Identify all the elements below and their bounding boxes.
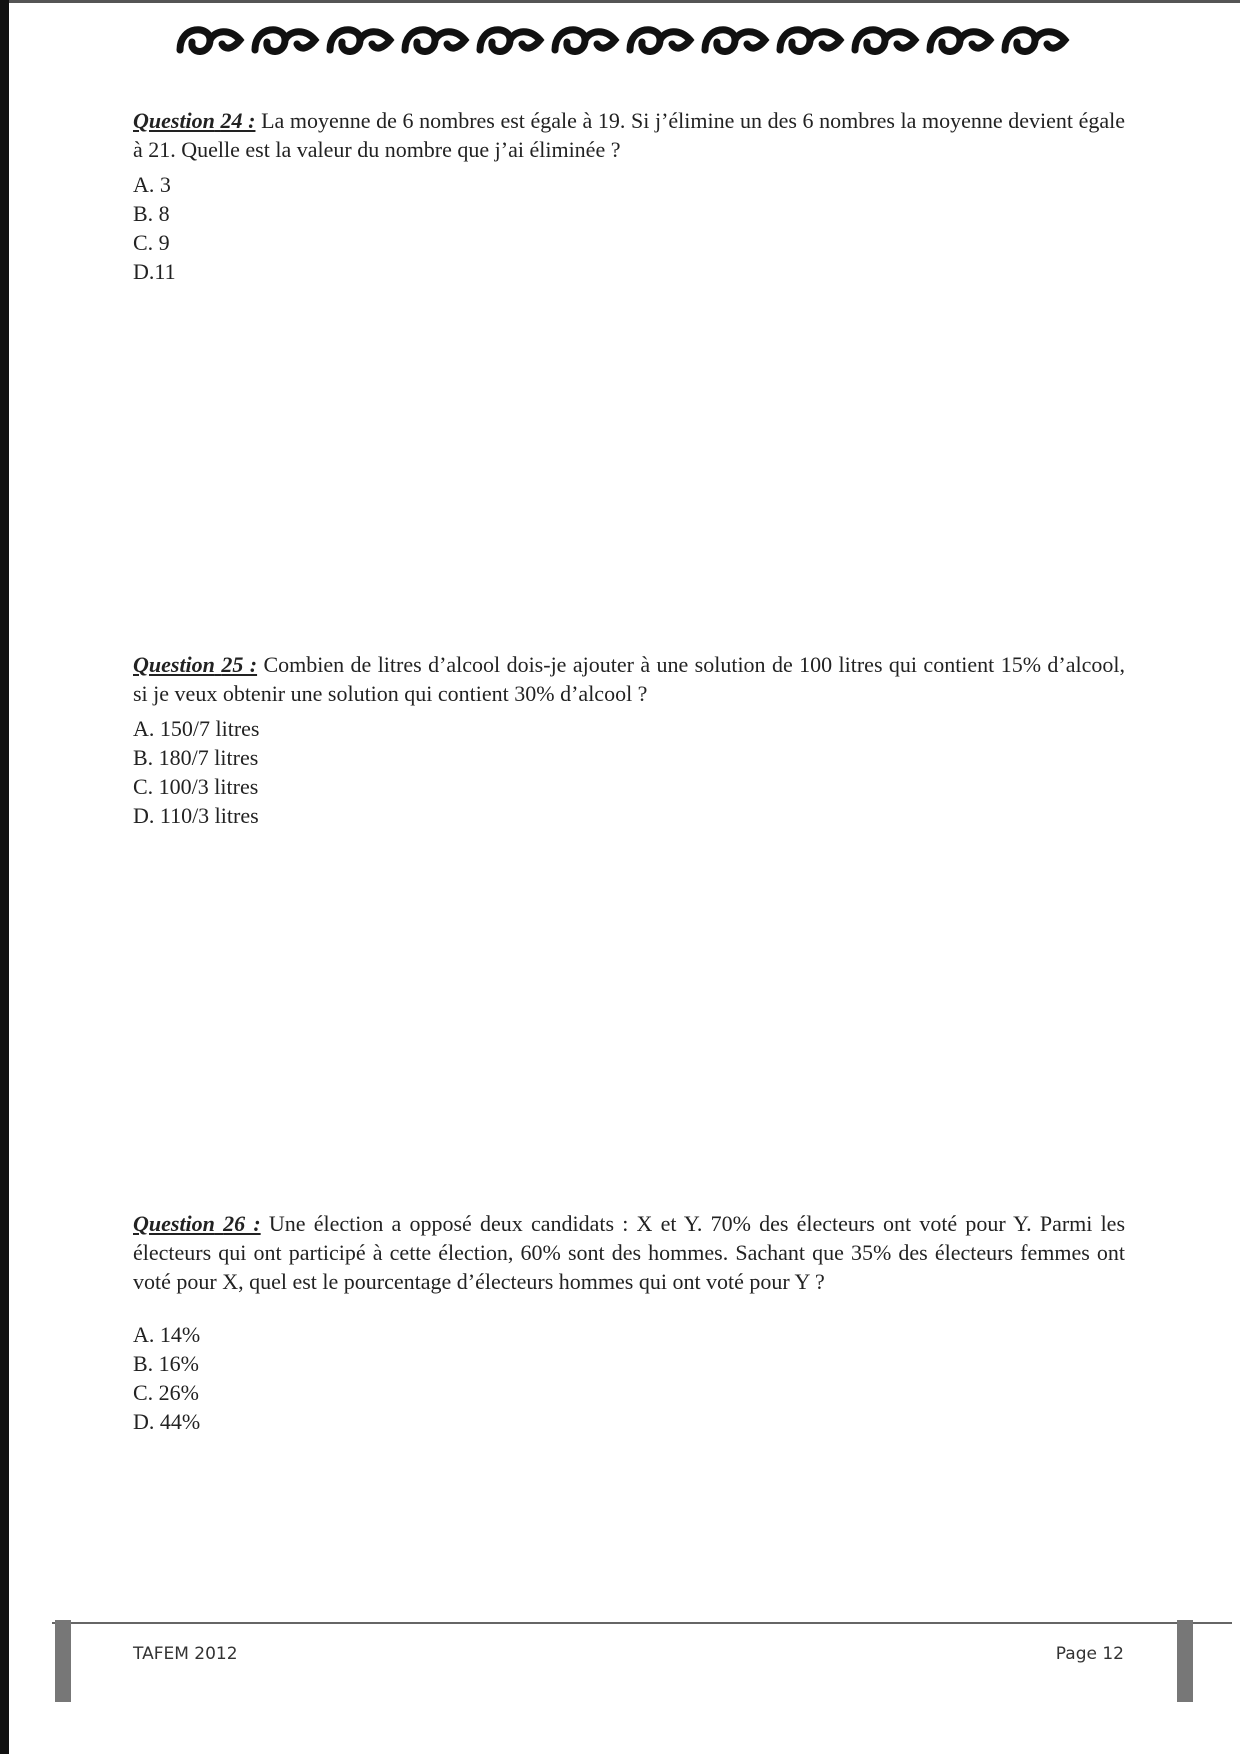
question-26-label: Question 26 : [133,1211,261,1236]
question-26-option-c: C. 26% [133,1380,199,1405]
question-24 [133,106,1125,286]
question-25 [133,650,1125,830]
question-26-option-a: A. 14% [133,1322,201,1347]
footer-exam-name: TAFEM 2012 [133,1644,238,1664]
question-24-statement [133,106,1125,164]
question-24-option-d: D.11 [133,259,176,284]
question-26-text: Une élection a opposé deux candidats : X et Y. 70% des électeurs ont voté pour Y. Parmi les électeurs qui ont participé à cette élection, 60% sont des hommes. Sachant que 35% des électeurs femmes ont voté pour X, quel est le pourcentage d’électeurs hommes qui ont voté pour Y ? [133,1211,1126,1294]
question-24-options [133,170,1125,286]
question-26-options [133,1320,1125,1436]
footer-right-block [1177,1620,1193,1702]
question-26-option-b: B. 16% [133,1351,199,1376]
question-24-option-b: B. 8 [133,201,170,226]
footer-left-block [55,1620,71,1702]
question-25-option-b: B. 180/7 litres [133,745,259,770]
decorative-border-ornament [170,10,1090,70]
question-25-option-a: A. 150/7 litres [133,716,260,741]
question-26-option-d: D. 44% [133,1409,201,1434]
question-24-label: Question 24 : [133,108,256,133]
question-24-option-a: A. 3 [133,172,171,197]
question-25-option-d: D. 110/3 litres [133,803,259,828]
question-26 [133,1209,1125,1436]
question-24-text: La moyenne de 6 nombres est égale à 19. Si j’élimine un des 6 nombres la moyenne devient égale à 21. Quelle est la valeur du nombre que j’ai éliminée ? [133,108,1125,162]
question-25-label: Question 25 : [133,652,258,677]
question-24-option-c: C. 9 [133,230,170,255]
footer-divider [52,1622,1232,1624]
scan-top-edge [9,0,1240,3]
question-25-option-c: C. 100/3 litres [133,774,259,799]
footer-page-number: Page 12 [1055,1644,1124,1664]
question-25-options [133,714,1125,830]
question-25-text: Combien de litres d’alcool dois-je ajouter à une solution de 100 litres qui contient 15% d’alcool, si je veux obtenir une solution qui contient 30% d’alcool ? [133,652,1125,706]
question-25-statement [133,650,1125,708]
scan-left-edge [0,0,9,1754]
question-26-statement [133,1209,1125,1296]
